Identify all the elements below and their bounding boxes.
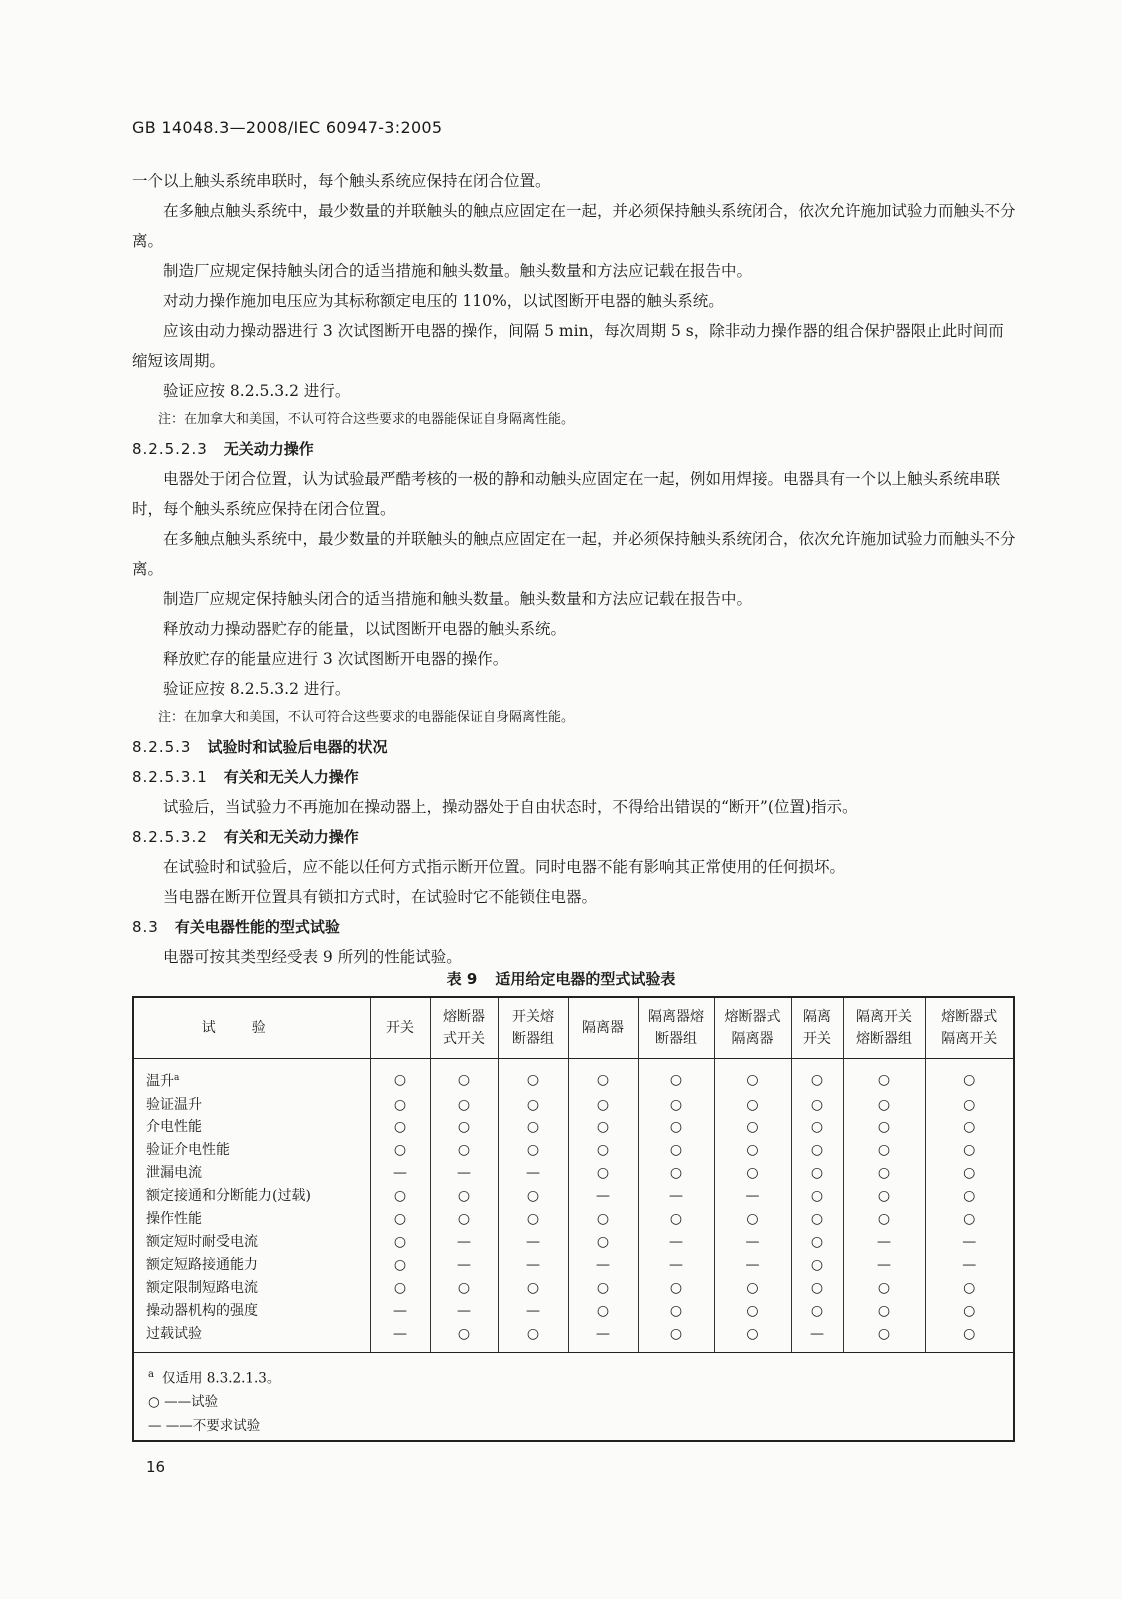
test-name-cell xyxy=(134,1139,370,1162)
test-name-cell xyxy=(134,1208,370,1231)
requirement-mark: — xyxy=(430,1231,498,1254)
table-row xyxy=(134,1231,1013,1254)
test-name-cell xyxy=(134,1116,370,1139)
test-name: 操作性能 xyxy=(146,1211,202,1228)
requirement-mark: ○ xyxy=(430,1323,498,1352)
requirement-mark: — xyxy=(714,1231,791,1254)
table-row xyxy=(134,1277,1013,1300)
paragraph: 在试验时和试验后，应不能以任何方式指示断开位置。同时电器不能有影响其正常使用的任何损坏。 xyxy=(163,858,846,876)
requirement-mark: ○ xyxy=(791,1208,843,1231)
requirement-mark: ○ xyxy=(963,1279,976,1296)
requirement-mark: ○ xyxy=(430,1277,498,1300)
column-header-line: 开关熔 xyxy=(512,1009,554,1025)
requirement-mark: ○ xyxy=(714,1094,791,1117)
section-title: 有关和无关动力操作 xyxy=(223,828,359,846)
requirement-mark: ○ xyxy=(498,1323,568,1352)
test-name-cell xyxy=(134,1094,370,1117)
requirement-mark: ○ xyxy=(963,1188,976,1205)
requirement-mark: — xyxy=(962,1234,977,1250)
requirement-mark: — xyxy=(430,1254,498,1277)
table-row xyxy=(134,1059,1013,1094)
column-header-line: 熔断器式 xyxy=(941,1009,998,1025)
requirement-mark: ○ xyxy=(568,1277,638,1300)
section-number: 8.2.5.3 xyxy=(132,738,192,756)
requirement-mark: ○ xyxy=(963,1325,976,1342)
table-row xyxy=(134,1162,1013,1185)
table-number: 表 9 xyxy=(446,970,478,988)
requirement-mark: — xyxy=(962,1256,977,1273)
paragraph: 应该由动力操动器进行 3 次试图断开电器的操作，间隔 5 min，每次周期 5 s，除非动力操作器的组合保护器限止此时间而缩短该周期。 xyxy=(132,322,1004,370)
requirement-mark: ○ xyxy=(498,1185,568,1208)
requirement-mark: ○ xyxy=(370,1231,430,1254)
section-number: 8.2.5.2.3 xyxy=(132,440,208,458)
requirement-mark: ○ xyxy=(370,1185,430,1208)
table-row xyxy=(134,1300,1013,1323)
requirement-mark: — xyxy=(430,1162,498,1185)
section-heading xyxy=(132,912,1017,942)
requirement-mark: ○ xyxy=(638,1300,714,1323)
requirement-mark: ○ xyxy=(791,1277,843,1300)
requirement-mark: ○ xyxy=(568,1231,638,1254)
requirement-mark: ○ xyxy=(843,1323,925,1352)
paragraph: 制造厂应规定保持触头闭合的适当措施和触头数量。触头数量和方法应记载在报告中。 xyxy=(163,590,753,608)
requirement-mark: — xyxy=(638,1254,714,1277)
requirement-mark: ○ xyxy=(843,1059,925,1094)
requirement-mark: — xyxy=(791,1323,843,1352)
paragraph: 在多触点触头系统中，最少数量的并联触头的触点应固定在一起，并必须保持触头系统闭合，依次允许施加试验力而触头不分离。 xyxy=(132,530,1016,578)
requirement-mark: ○ xyxy=(791,1185,843,1208)
section-title: 试验时和试验后电器的状况 xyxy=(207,738,388,756)
requirement-mark: ○ xyxy=(791,1094,843,1117)
requirement-mark: ○ xyxy=(568,1208,638,1231)
requirement-mark: ○ xyxy=(498,1139,568,1162)
test-name: 额定短时耐受电流 xyxy=(146,1234,258,1250)
table-header-row xyxy=(134,998,1013,1059)
test-name-cell xyxy=(134,1185,370,1208)
test-name: 验证温升 xyxy=(146,1096,202,1113)
requirement-mark: ○ xyxy=(843,1162,925,1185)
test-name-cell xyxy=(134,1277,370,1300)
footnote-marker: a xyxy=(148,1368,154,1380)
requirement-mark: ○ xyxy=(791,1254,843,1277)
requirement-mark: ○ xyxy=(498,1277,568,1300)
requirement-mark: ○ xyxy=(370,1059,430,1094)
column-header-line: 隔离器熔 xyxy=(648,1009,704,1025)
paragraph: 释放动力操动器贮存的能量，以试图断开电器的触头系统。 xyxy=(163,620,567,638)
requirement-mark: ○ xyxy=(638,1162,714,1185)
requirement-mark: — xyxy=(638,1231,714,1254)
table-row xyxy=(134,1116,1013,1139)
column-header-line: 隔离开关 xyxy=(856,1009,912,1025)
section-heading xyxy=(132,434,1017,464)
requirement-mark: ○ xyxy=(714,1059,791,1094)
requirement-mark: ○ xyxy=(963,1119,976,1136)
requirement-mark: ○ xyxy=(843,1185,925,1208)
requirement-mark: ○ xyxy=(498,1059,568,1094)
table-title: 适用给定电器的型式试验表 xyxy=(495,970,676,988)
requirement-mark: ○ xyxy=(568,1162,638,1185)
test-name: 温升 xyxy=(146,1073,174,1090)
column-header xyxy=(638,998,714,1059)
test-name: 验证介电性能 xyxy=(146,1142,230,1159)
test-name-cell xyxy=(134,1059,370,1094)
section-title: 有关电器性能的型式试验 xyxy=(174,918,340,936)
requirement-mark: ○ xyxy=(963,1142,976,1159)
footnote-reference: a xyxy=(174,1073,180,1083)
requirement-mark: ○ xyxy=(370,1208,430,1231)
paragraph: 验证应按 8.2.5.3.2 进行。 xyxy=(163,680,351,698)
note: 注：在加拿大和美国，不认可符合这些要求的电器能保证自身隔离性能。 xyxy=(158,412,575,427)
test-name-cell xyxy=(134,1300,370,1323)
test-name: 过载试验 xyxy=(146,1325,202,1342)
column-header-line: 断器组 xyxy=(655,1031,697,1047)
requirement-mark: ○ xyxy=(370,1139,430,1162)
requirement-mark: ○ xyxy=(370,1116,430,1139)
test-name-cell xyxy=(134,1231,370,1254)
table-row xyxy=(134,1185,1013,1208)
requirement-mark: — xyxy=(843,1231,925,1254)
table-row xyxy=(134,1208,1013,1231)
test-name: 额定短路接通能力 xyxy=(146,1256,258,1273)
requirement-mark: ○ xyxy=(791,1162,843,1185)
requirement-mark: ○ xyxy=(714,1139,791,1162)
requirement-mark: ○ xyxy=(714,1116,791,1139)
requirement-mark: ○ xyxy=(568,1094,638,1117)
requirement-mark: ○ xyxy=(638,1059,714,1094)
requirement-mark: ○ xyxy=(638,1208,714,1231)
column-header-line: 隔离器 xyxy=(582,1020,624,1036)
paragraph: 释放贮存的能量应进行 3 次试图断开电器的操作。 xyxy=(163,650,509,668)
requirement-mark: ○ xyxy=(430,1116,498,1139)
column-header xyxy=(498,998,568,1059)
column-header-line: 熔断器 xyxy=(443,1009,485,1025)
column-header xyxy=(430,998,498,1059)
requirement-mark: ○ xyxy=(714,1162,791,1185)
requirement-mark: ○ xyxy=(843,1277,925,1300)
column-header-line: 断器组 xyxy=(512,1031,554,1047)
table-row xyxy=(134,1254,1013,1277)
page-number: 16 xyxy=(146,1458,166,1476)
requirement-mark: — xyxy=(714,1254,791,1277)
requirement-mark: ○ xyxy=(963,1302,976,1319)
column-header xyxy=(568,998,638,1059)
paragraph: 制造厂应规定保持触头闭合的适当措施和触头数量。触头数量和方法应记载在报告中。 xyxy=(163,262,753,280)
column-header-line: 隔离开关 xyxy=(941,1031,998,1047)
document-body xyxy=(132,166,1017,972)
requirement-mark: ○ xyxy=(638,1116,714,1139)
column-header xyxy=(843,998,925,1059)
requirement-mark: — xyxy=(370,1323,430,1352)
requirement-mark: ○ xyxy=(498,1094,568,1117)
requirement-mark: ○ xyxy=(791,1059,843,1094)
requirement-mark: ○ xyxy=(638,1139,714,1162)
requirement-mark: — xyxy=(430,1300,498,1323)
section-heading xyxy=(132,732,1017,762)
section-number: 8.2.5.3.1 xyxy=(132,768,208,786)
section-title: 有关和无关人力操作 xyxy=(223,768,359,786)
table-row xyxy=(134,1139,1013,1162)
requirement-mark: ○ xyxy=(370,1277,430,1300)
requirement-mark: ○ xyxy=(843,1139,925,1162)
requirement-mark: — xyxy=(498,1300,568,1323)
requirement-mark: ○ xyxy=(498,1116,568,1139)
section-heading xyxy=(132,822,1017,852)
paragraph: 电器处于闭合位置，认为试验最严酷考核的一极的静和动触头应固定在一起，例如用焊接。电器具有一个以上触头系统串联时，每个触头系统应保持在闭合位置。 xyxy=(132,470,1001,518)
test-name-cell xyxy=(134,1323,370,1352)
requirement-mark: ○ xyxy=(791,1139,843,1162)
requirement-mark: ○ xyxy=(714,1277,791,1300)
requirement-mark: ○ xyxy=(714,1208,791,1231)
section-heading xyxy=(132,762,1017,792)
table-body xyxy=(134,1059,1013,1352)
column-header-line: 开关 xyxy=(386,1020,414,1036)
test-name: 泄漏电流 xyxy=(146,1165,202,1182)
type-test-table xyxy=(132,996,1015,1442)
requirement-mark: — xyxy=(370,1300,430,1323)
footnote-circle-legend: ○ ——试验 xyxy=(148,1394,219,1411)
requirement-mark: ○ xyxy=(963,1211,976,1228)
test-name: 额定接通和分断能力(过载) xyxy=(146,1188,311,1205)
paragraph: 电器可按其类型经受表 9 所列的性能试验。 xyxy=(163,948,462,966)
requirement-mark: — xyxy=(498,1231,568,1254)
table-grid xyxy=(134,998,1013,1352)
requirement-mark: ○ xyxy=(638,1323,714,1352)
note: 注：在加拿大和美国，不认可符合这些要求的电器能保证自身隔离性能。 xyxy=(158,710,575,725)
test-name: 介电性能 xyxy=(146,1119,202,1136)
requirement-mark: ○ xyxy=(963,1096,976,1113)
requirement-mark: ○ xyxy=(638,1277,714,1300)
test-name-cell xyxy=(134,1162,370,1185)
paragraph: 在多触点触头系统中，最少数量的并联触头的触点应固定在一起，并必须保持触头系统闭合，依次允许施加试验力而触头不分离。 xyxy=(132,202,1016,250)
requirement-mark: ○ xyxy=(963,1165,976,1182)
test-name: 操动器机构的强度 xyxy=(146,1302,258,1319)
requirement-mark: ○ xyxy=(568,1059,638,1094)
requirement-mark: — xyxy=(498,1162,568,1185)
column-header-line: 隔离 xyxy=(803,1009,831,1025)
paragraph: 试验后，当试验力不再施加在操动器上，操动器处于自由状态时，不得给出错误的“断开”(位置)指示。 xyxy=(163,798,858,816)
column-header-line: 熔断器式 xyxy=(724,1009,781,1025)
section-title: 无关动力操作 xyxy=(223,440,314,458)
requirement-mark: ○ xyxy=(638,1094,714,1117)
requirement-mark: — xyxy=(568,1185,638,1208)
section-number: 8.2.5.3.2 xyxy=(132,828,208,846)
paragraph: 对动力操作施加电压应为其标称额定电压的 110%，以试图断开电器的触头系统。 xyxy=(163,292,724,310)
requirement-mark: ○ xyxy=(430,1185,498,1208)
requirement-mark: ○ xyxy=(568,1300,638,1323)
requirement-mark: — xyxy=(568,1254,638,1277)
test-name-cell xyxy=(134,1254,370,1277)
column-header xyxy=(925,998,1013,1059)
column-header xyxy=(714,998,791,1059)
table-footnotes xyxy=(134,1352,1013,1439)
requirement-mark: ○ xyxy=(843,1208,925,1231)
requirement-mark: ○ xyxy=(843,1094,925,1117)
paragraph: 一个以上触头系统串联时，每个触头系统应保持在闭合位置。 xyxy=(132,172,551,190)
requirement-mark: ○ xyxy=(791,1300,843,1323)
column-header-line: 熔断器组 xyxy=(856,1031,912,1047)
paragraph: 验证应按 8.2.5.3.2 进行。 xyxy=(163,382,351,400)
table-row xyxy=(134,1094,1013,1117)
requirement-mark: — xyxy=(714,1185,791,1208)
table-row xyxy=(134,1323,1013,1352)
footnote-a xyxy=(148,1363,1013,1391)
requirement-mark: ○ xyxy=(568,1139,638,1162)
requirement-mark: ○ xyxy=(430,1059,498,1094)
requirement-mark: ○ xyxy=(714,1300,791,1323)
requirement-mark: ○ xyxy=(843,1300,925,1323)
requirement-mark: — xyxy=(638,1185,714,1208)
requirement-mark: ○ xyxy=(791,1231,843,1254)
requirement-mark: ○ xyxy=(370,1094,430,1117)
column-header-line: 开关 xyxy=(803,1031,831,1047)
footnote-a-text: 仅适用 8.3.2.1.3。 xyxy=(161,1370,281,1387)
requirement-mark: ○ xyxy=(843,1116,925,1139)
column-header-line: 隔离器 xyxy=(731,1031,774,1047)
standard-header: GB 14048.3—2008/IEC 60947-3:2005 xyxy=(132,118,443,137)
requirement-mark: — xyxy=(568,1323,638,1352)
requirement-mark: ○ xyxy=(568,1116,638,1139)
requirement-mark: ○ xyxy=(963,1071,976,1088)
test-name: 额定限制短路电流 xyxy=(146,1279,258,1296)
column-header xyxy=(370,998,430,1059)
requirement-mark: — xyxy=(370,1162,430,1185)
table-caption xyxy=(0,968,1122,989)
requirement-mark: — xyxy=(843,1254,925,1277)
requirement-mark: ○ xyxy=(714,1323,791,1352)
requirement-mark: ○ xyxy=(498,1208,568,1231)
requirement-mark: ○ xyxy=(430,1208,498,1231)
section-number: 8.3 xyxy=(132,918,159,936)
column-header-test: 试验 xyxy=(134,998,370,1059)
requirement-mark: ○ xyxy=(430,1094,498,1117)
column-header-line: 式开关 xyxy=(443,1031,485,1047)
requirement-mark: ○ xyxy=(430,1139,498,1162)
requirement-mark: ○ xyxy=(370,1254,430,1277)
paragraph: 当电器在断开位置具有锁扣方式时，在试验时它不能锁住电器。 xyxy=(163,888,598,906)
requirement-mark: ○ xyxy=(791,1116,843,1139)
column-header xyxy=(791,998,843,1059)
requirement-mark: — xyxy=(498,1254,568,1277)
footnote-dash-legend: — ——不要求试验 xyxy=(148,1418,261,1435)
